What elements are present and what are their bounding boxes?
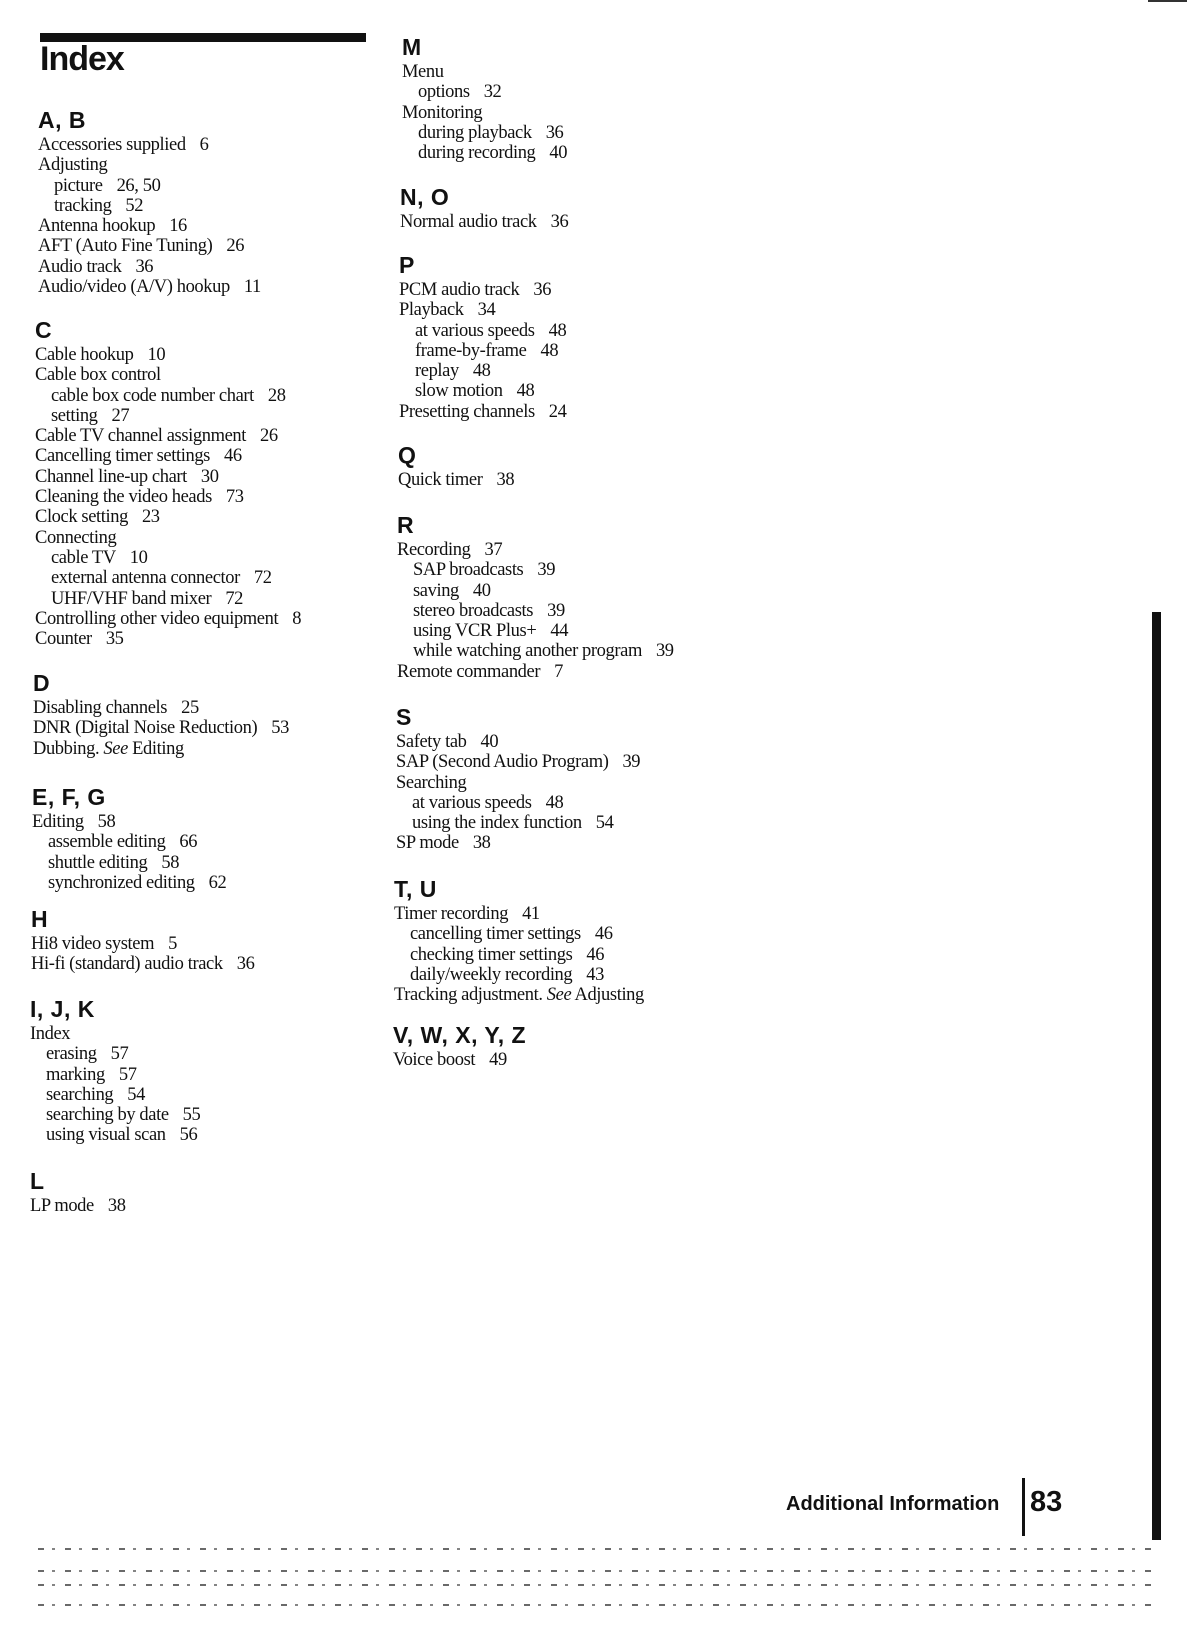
index-letter-group: [394, 876, 644, 1005]
entry-page-number: 48: [540, 340, 559, 361]
entry-page-number: 35: [105, 629, 124, 650]
entry-page-number: 38: [472, 833, 491, 854]
index-entry: [396, 732, 640, 752]
entry-text: checking timer settings: [410, 944, 573, 965]
entry-page-number: 11: [243, 277, 261, 298]
index-subentry: [402, 123, 567, 143]
entry-text: at various speeds: [415, 320, 535, 341]
entry-page-number: 57: [118, 1064, 137, 1085]
entry-page-number: 40: [549, 143, 568, 164]
entry-text: while watching another program: [413, 641, 642, 662]
entry-page-number: 46: [223, 446, 242, 467]
entry-text: Voice boost: [393, 1050, 476, 1070]
entry-page-number: 44: [550, 621, 569, 642]
index-subentry: [30, 1125, 200, 1145]
entry-text: Remote commander: [397, 661, 541, 682]
index-letter-group: [400, 184, 568, 232]
scan-noise-line: [38, 1604, 1158, 1606]
entry-page-number: 49: [489, 1050, 507, 1070]
entry-page-number: 26, 50: [116, 175, 161, 196]
entry-page-number: 10: [129, 547, 148, 568]
entry-text: Cable hookup: [35, 345, 134, 365]
entry-page-number: 57: [110, 1044, 129, 1065]
entry-text: shuttle editing: [48, 852, 148, 873]
entry-page-number: 40: [472, 580, 491, 601]
entry-page-number: 66: [179, 832, 198, 853]
entry-page-number: 73: [225, 487, 244, 508]
index-letter-group: [393, 1022, 526, 1070]
index-entry: [35, 507, 301, 527]
index-entry: [30, 1196, 126, 1216]
entry-text: SAP (Second Audio Program): [396, 752, 609, 773]
entry-page-number: 48: [548, 320, 567, 341]
letter-heading: N, O: [400, 184, 450, 210]
entry-text: Adjusting: [38, 155, 108, 176]
index-entry: [399, 300, 566, 320]
index-subentry: [32, 873, 226, 893]
entry-text: external antenna connector: [51, 568, 240, 589]
entry-text: Audio track: [38, 256, 122, 277]
entry-text: using the index function: [412, 813, 582, 834]
entry-text: Connecting: [35, 527, 117, 548]
entry-page-number: 72: [253, 568, 272, 589]
entry-text: erasing: [46, 1044, 97, 1065]
footer-section-label: Additional Information: [786, 1493, 1000, 1515]
entry-page-number: 37: [484, 540, 503, 560]
index-entry: [35, 528, 301, 548]
index-entry: [35, 609, 301, 629]
entry-page-number: 46: [594, 924, 613, 945]
entry-text: at various speeds: [412, 792, 532, 813]
entry-page-number: 52: [125, 195, 144, 216]
entry-text: picture: [54, 175, 103, 196]
index-entry: [400, 212, 568, 232]
index-entry: [31, 954, 254, 974]
entry-text: options: [418, 82, 470, 103]
letter-heading: E, F, G: [32, 784, 106, 810]
entry-text: searching by date: [46, 1105, 169, 1126]
entry-text: Counter: [35, 629, 92, 650]
scan-edge-mark: [1148, 0, 1187, 2]
index-subentry: [35, 548, 301, 568]
index-subentry: [30, 1105, 200, 1125]
entry-text: Controlling other video equipment: [35, 608, 279, 629]
entry-text: PCM audio track: [399, 280, 520, 300]
entry-page-number: 26: [226, 236, 245, 257]
see-reference-label: See: [546, 985, 572, 1006]
entry-text: cable TV: [51, 547, 116, 568]
entry-page-number: 58: [161, 852, 180, 873]
entry-text: stereo broadcasts: [413, 600, 534, 621]
entry-text: Clock setting: [35, 507, 128, 528]
see-reference-target: Adjusting: [574, 985, 644, 1006]
entry-text: Disabling channels: [33, 698, 168, 718]
index-letter-group: [38, 107, 261, 297]
entry-page-number: 36: [545, 122, 564, 143]
entry-page-number: 36: [550, 212, 569, 232]
entry-text: SAP broadcasts: [413, 560, 524, 581]
entry-text: during recording: [418, 143, 536, 164]
index-subentry: [35, 406, 301, 426]
entry-text: Hi8 video system: [31, 934, 155, 954]
index-subentry: [35, 589, 301, 609]
entry-page-number: 38: [107, 1196, 126, 1216]
page-title: Index: [40, 40, 124, 78]
index-subentry: [32, 832, 226, 852]
index-subentry: [402, 82, 567, 102]
entry-page-number: 5: [168, 934, 177, 954]
entry-page-number: 8: [292, 608, 302, 629]
index-subentry: [38, 176, 261, 196]
entry-text: Presetting channels: [399, 401, 535, 422]
entry-text: replay: [415, 361, 459, 382]
scan-noise-line: [38, 1570, 1158, 1572]
index-subentry: [30, 1044, 200, 1064]
index-subentry: [402, 143, 567, 163]
index-letter-group: [32, 784, 226, 893]
letter-heading: C: [35, 317, 53, 343]
entry-page-number: 40: [480, 732, 499, 752]
entry-page-number: 58: [97, 812, 116, 832]
entry-page-number: 39: [622, 752, 641, 773]
footer-divider: [1022, 1478, 1025, 1536]
letter-heading: T, U: [394, 876, 437, 902]
entry-text: Recording: [397, 540, 471, 560]
entry-page-number: 32: [483, 82, 502, 103]
index-subentry: [394, 924, 644, 944]
entry-text: Editing: [32, 812, 84, 832]
index-entry: [38, 135, 261, 155]
entry-text: Audio/video (A/V) hookup: [38, 277, 230, 298]
index-subentry: [399, 361, 566, 381]
entry-page-number: 23: [141, 507, 160, 528]
entry-text: DNR (Digital Noise Reduction): [33, 718, 258, 739]
entry-text: using VCR Plus+: [413, 621, 537, 642]
entry-page-number: 48: [545, 792, 564, 813]
entry-text: LP mode: [30, 1196, 94, 1216]
entry-text: Accessories supplied: [38, 135, 186, 155]
index-entry: [38, 257, 261, 277]
entry-page-number: 6: [199, 135, 209, 155]
index-entry: [396, 833, 640, 853]
entry-page-number: 16: [169, 216, 187, 237]
index-subentry: [397, 560, 674, 580]
index-entry: [30, 1024, 200, 1044]
index-entry: [398, 470, 514, 490]
entry-text: marking: [46, 1064, 105, 1085]
letter-heading: A, B: [38, 107, 86, 133]
index-subentry: [38, 196, 261, 216]
scan-noise-line: [38, 1548, 1158, 1550]
entry-text: UHF/VHF band mixer: [51, 588, 212, 609]
letter-heading: L: [30, 1168, 45, 1194]
index-letter-group: [30, 1168, 126, 1216]
entry-text: AFT (Auto Fine Tuning): [38, 236, 213, 257]
entry-text: tracking: [54, 195, 112, 216]
index-subentry: [399, 341, 566, 361]
index-letter-group: [30, 996, 200, 1146]
entry-text: frame-by-frame: [415, 340, 527, 361]
letter-heading: I, J, K: [30, 996, 95, 1022]
entry-page-number: 7: [554, 661, 563, 682]
entry-page-number: 30: [200, 466, 219, 487]
entry-page-number: 41: [522, 904, 540, 924]
entry-text: cancelling timer settings: [410, 924, 581, 945]
letter-heading: D: [33, 670, 51, 696]
entry-text: Channel line-up chart: [35, 466, 187, 487]
index-entry: [396, 752, 640, 772]
index-letter-group: [398, 442, 514, 490]
index-entry: [38, 155, 261, 175]
entry-text: SP mode: [396, 833, 459, 854]
entry-text: Antenna hookup: [38, 216, 156, 237]
index-subentry: [32, 853, 226, 873]
index-subentry: [397, 641, 674, 661]
index-entry: [33, 698, 289, 718]
entry-text: Normal audio track: [400, 212, 537, 232]
index-letter-group: [31, 906, 254, 975]
entry-page-number: 53: [271, 718, 289, 739]
entry-text: Monitoring: [402, 102, 483, 123]
entry-page-number: 39: [537, 560, 556, 581]
entry-text: Safety tab: [396, 732, 467, 752]
entry-text: daily/weekly recording: [410, 964, 573, 985]
entry-text: Searching: [396, 772, 467, 793]
entry-page-number: 39: [655, 641, 674, 662]
index-letter-group: [396, 704, 640, 854]
entry-page-number: 54: [595, 813, 614, 834]
entry-text: setting: [51, 405, 98, 426]
entry-text: Hi-fi (standard) audio track: [31, 954, 223, 975]
entry-page-number: 39: [547, 600, 565, 621]
letter-heading: H: [31, 906, 49, 932]
index-entry: [402, 62, 567, 82]
entry-page-number: 48: [472, 361, 491, 382]
entry-page-number: 34: [477, 300, 496, 321]
entry-page-number: 55: [182, 1105, 201, 1126]
index-entry: [399, 402, 566, 422]
index-entry: [35, 629, 301, 649]
index-entry: [397, 662, 674, 682]
scan-noise-line: [38, 1584, 1158, 1586]
entry-text: assemble editing: [48, 832, 166, 853]
index-entry: [399, 280, 566, 300]
index-entry: [402, 103, 567, 123]
entry-text: Cleaning the video heads: [35, 487, 212, 508]
entry-text: Cable TV channel assignment: [35, 426, 246, 447]
entry-text: Timer recording: [394, 904, 509, 924]
index-letter-group: [35, 317, 301, 649]
see-reference-label: See: [103, 738, 128, 759]
index-entry: [32, 812, 226, 832]
letter-heading: P: [399, 252, 415, 278]
index-subentry: [396, 813, 640, 833]
page-number: 83: [1030, 1486, 1063, 1518]
entry-text: cable box code number chart: [51, 385, 254, 406]
entry-text: Quick timer: [398, 470, 483, 490]
entry-page-number: 10: [147, 345, 166, 365]
index-subentry: [396, 793, 640, 813]
entry-page-number: 54: [127, 1084, 145, 1105]
entry-text: Cancelling timer settings: [35, 446, 210, 467]
index-subentry: [397, 621, 674, 641]
index-entry: [397, 540, 674, 560]
index-entry: [35, 487, 301, 507]
index-entry: [38, 236, 261, 256]
index-entry: [396, 773, 640, 793]
side-thumb-rule: [1152, 612, 1161, 1540]
index-subentry: [394, 965, 644, 985]
entry-page-number: 62: [208, 872, 227, 893]
index-subentry: [35, 386, 301, 406]
entry-text: Cable box control: [35, 365, 161, 386]
entry-page-number: 25: [181, 698, 199, 718]
index-subentry: [394, 945, 644, 965]
index-entry: [35, 446, 301, 466]
index-entry: [35, 467, 301, 487]
entry-page-number: 28: [267, 385, 286, 406]
entry-page-number: 26: [259, 426, 278, 447]
letter-heading: V, W, X, Y, Z: [393, 1022, 527, 1048]
entry-text: Playback: [399, 300, 464, 321]
index-subentry: [30, 1065, 200, 1085]
index-subentry: [399, 381, 566, 401]
letter-heading: S: [396, 704, 412, 730]
entry-page-number: 27: [111, 405, 130, 426]
entry-page-number: 56: [179, 1125, 198, 1146]
see-reference-target: Editing: [132, 738, 184, 759]
index-entry: [38, 216, 261, 236]
letter-heading: R: [397, 512, 415, 538]
index-letter-group: [402, 34, 567, 163]
entry-page-number: 43: [586, 964, 604, 985]
index-subentry: [397, 601, 674, 621]
index-entry: [394, 904, 644, 924]
entry-page-number: 38: [496, 470, 515, 490]
entry-text: Tracking adjustment.: [394, 985, 543, 1006]
index-subentry: [30, 1085, 200, 1105]
index-entry: [35, 345, 301, 365]
entry-text: searching: [46, 1084, 114, 1105]
index-subentry: [399, 321, 566, 341]
index-entry: [31, 934, 254, 954]
entry-text: during playback: [418, 122, 532, 143]
letter-heading: M: [402, 34, 422, 60]
entry-text: slow motion: [415, 381, 503, 402]
entry-page-number: 36: [236, 954, 255, 975]
letter-heading: Q: [398, 442, 417, 468]
entry-page-number: 48: [516, 381, 535, 402]
index-entry: [35, 365, 301, 385]
entry-page-number: 72: [225, 588, 244, 609]
index-entry: [33, 718, 289, 738]
entry-page-number: 24: [548, 401, 567, 422]
entry-text: Index: [30, 1024, 71, 1044]
entry-text: Dubbing.: [33, 738, 100, 759]
index-entry: [394, 985, 644, 1005]
entry-page-number: 36: [135, 256, 154, 277]
index-entry: [35, 426, 301, 446]
entry-text: using visual scan: [46, 1125, 166, 1146]
index-subentry: [35, 568, 301, 588]
index-letter-group: [397, 512, 674, 682]
entry-text: Menu: [402, 62, 444, 82]
index-letter-group: [33, 670, 289, 759]
index-letter-group: [399, 252, 566, 422]
index-subentry: [397, 581, 674, 601]
index-entry: [33, 739, 289, 759]
entry-text: synchronized editing: [48, 872, 195, 893]
index-entry: [393, 1050, 526, 1070]
index-entry: [38, 277, 261, 297]
entry-page-number: 46: [586, 944, 605, 965]
entry-page-number: 36: [533, 280, 552, 300]
entry-text: saving: [413, 580, 459, 601]
